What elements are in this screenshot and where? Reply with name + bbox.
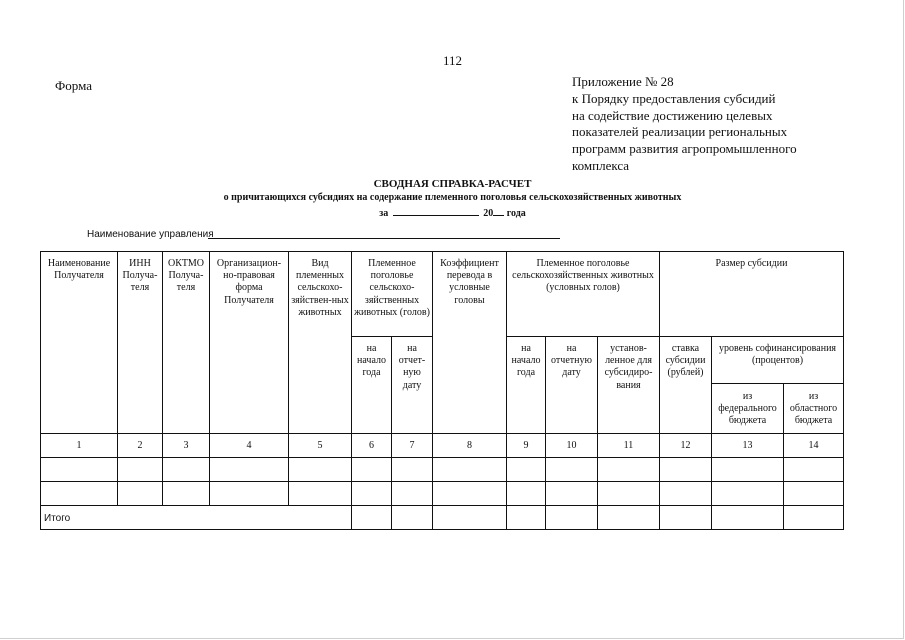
appendix-line: программ развития агропромышленного <box>572 141 797 157</box>
column-number: 1 <box>76 440 82 451</box>
column-number: 12 <box>680 440 691 451</box>
table-line <box>506 336 843 337</box>
table-row[interactable] <box>41 482 843 505</box>
table-line <box>40 251 843 252</box>
period-prefix: за <box>379 208 389 219</box>
document-title: СВОДНАЯ СПРАВКА-РАСЧЕТ <box>373 178 532 190</box>
header-cofinancing-level: уровень софинансирования (процентов) <box>718 343 837 367</box>
column-number: 8 <box>467 440 472 451</box>
column-number: 14 <box>808 440 819 451</box>
page-number: 112 <box>442 53 463 68</box>
document-subtitle: о причитающихся субсидиях на содержание племенного поголовья сельскохозяйственных животных <box>223 192 682 203</box>
total-label: Итого <box>44 513 71 524</box>
appendix-line: комплекса <box>572 157 630 173</box>
header-set-for-subsidy: установ-ленное для субсидиро-вания <box>604 343 653 391</box>
column-number: 3 <box>183 440 189 451</box>
header-reporting-date-conditional: на отчетную дату <box>551 343 592 379</box>
column-number: 11 <box>623 440 634 451</box>
header-recipient-name: Наименование Получателя <box>47 258 111 282</box>
column-number: 10 <box>566 440 577 451</box>
header-regional-budget: из областного бюджета <box>789 391 838 427</box>
period-year: 20 <box>483 208 494 219</box>
total-row[interactable] <box>41 506 843 529</box>
column-number: 6 <box>369 440 374 451</box>
header-conversion-coefficient: Коэффициент перевода в условные головы <box>440 258 499 306</box>
column-number: 4 <box>246 440 252 451</box>
header-reporting-date: на отчет-ную дату <box>398 343 426 391</box>
header-subsidy-rate: ставка субсидии (рублей) <box>665 343 706 379</box>
table-line <box>711 383 843 384</box>
header-start-of-year: на начало года <box>357 343 386 379</box>
header-breeding-stock-heads: Племенное поголовье сельскохо-зяйственных животных (голов) <box>354 258 430 318</box>
table-row[interactable] <box>41 458 843 481</box>
header-breeding-stock-conditional: Племенное поголовье сельскохозяйственных животных (условных голов) <box>512 258 654 294</box>
table-line <box>40 433 843 434</box>
header-inn: ИНН Получа-теля <box>122 258 158 294</box>
header-animal-type: Вид племенных сельскохо-зяйствен-ных животных <box>291 258 349 318</box>
header-oktmo: ОКТМО Получа-теля <box>168 258 204 294</box>
form-label: Форма <box>55 78 92 93</box>
period-suffix: года <box>506 208 526 219</box>
column-number: 7 <box>409 440 415 451</box>
header-legal-form: Организацион-но-правовая форма Получателя <box>216 258 282 306</box>
department-label: Наименование управления <box>87 229 214 240</box>
appendix-line: Приложение № 28 <box>572 74 674 89</box>
header-federal-budget: из федерального бюджета <box>718 391 777 427</box>
table-line <box>40 529 843 530</box>
appendix-line: к Порядку предоставления субсидий <box>572 90 776 106</box>
appendix-line: на содействие достижению целевых <box>572 107 773 123</box>
appendix-line: показателей реализации региональных <box>572 124 788 140</box>
column-number: 5 <box>317 440 323 451</box>
column-number: 13 <box>742 440 753 451</box>
header-subsidy-amount: Размер субсидии <box>715 258 788 269</box>
table-line <box>843 251 844 530</box>
column-number: 2 <box>137 440 143 451</box>
column-number: 9 <box>523 440 529 451</box>
header-start-of-year-conditional: на начало года <box>511 343 541 379</box>
